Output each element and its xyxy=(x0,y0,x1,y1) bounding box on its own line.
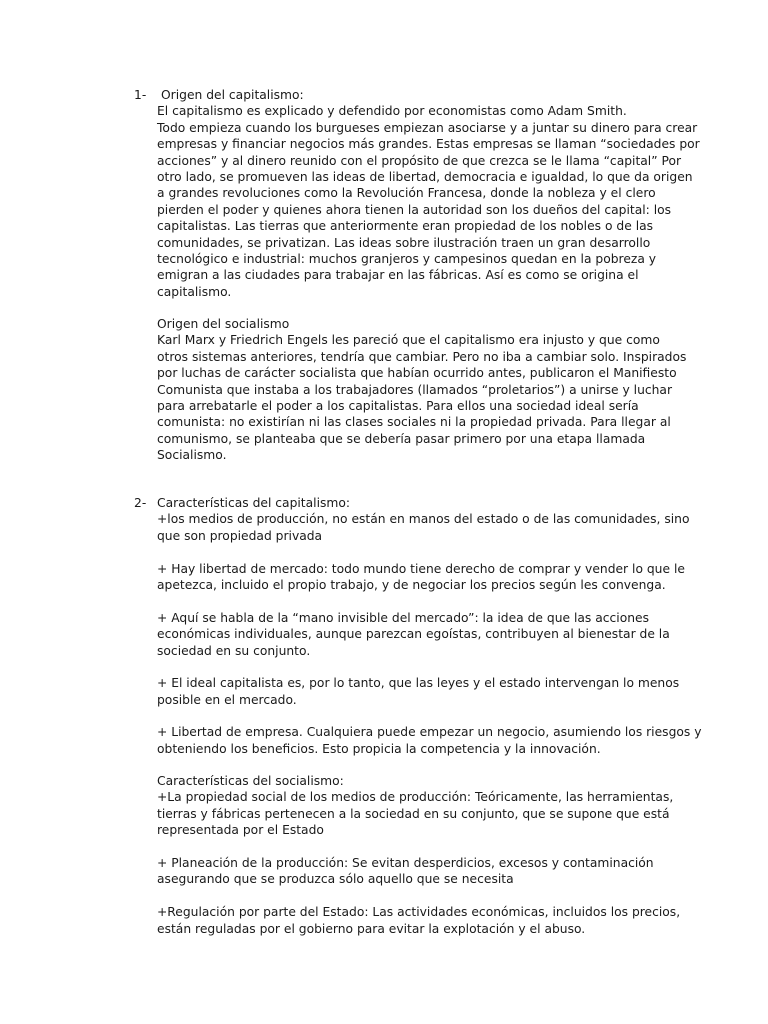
paragraph-line xyxy=(157,659,662,675)
section-heading: Origen del socialismo xyxy=(157,317,290,331)
paragraph-line: + Aquí se habla de la “mano invisible del mercado”: la idea de que las acciones xyxy=(157,610,649,625)
paragraph-line: El capitalismo es explicado y defendido por economistas como Adam Smith. xyxy=(157,104,627,119)
paragraph-line: acciones” y al dinero reunido con el propósito de que crezca se le llama “capital” Por xyxy=(157,153,682,168)
paragraph-line: Comunista que instaba a los trabajadores (llamados “proletarios”) a unirse y luchar xyxy=(157,382,673,397)
paragraph-line: comunismo, se planteaba que se debería pasar primero por una etapa llamada xyxy=(157,431,646,446)
paragraph-line: Todo empieza cuando los burgueses empiezan asociarse y a juntar su dinero para crear xyxy=(157,120,698,135)
section-heading: Características del capitalismo: xyxy=(157,496,351,510)
paragraph-line: pierden el poder y quienes ahora tienen la autoridad son los dueños del capital: los xyxy=(157,202,672,217)
section-number: 1- xyxy=(134,88,147,102)
paragraph-line: +los medios de producción, no están en manos del estado o de las comunidades, sino xyxy=(157,512,690,527)
paragraph-line xyxy=(157,839,662,855)
paragraph-line: + El ideal capitalista es, por lo tanto, que las leyes y el estado intervengan lo menos xyxy=(157,676,680,691)
paragraph-line: + Hay libertad de mercado: todo mundo tiene derecho de comprar y vender lo que le xyxy=(157,561,685,576)
paragraph-line xyxy=(157,544,662,560)
paragraph-line: asegurando que se produzca sólo aquello que se necesita xyxy=(157,872,514,887)
paragraph-line: representada por el Estado xyxy=(157,823,324,838)
paragraph-line: otros sistemas anteriores, tendría que cambiar. Pero no iba a cambiar solo. Inspirados xyxy=(157,349,687,364)
paragraph-line: obteniendo los beneficios. Esto propicia la competencia y la innovación. xyxy=(157,741,601,756)
paragraph-line: tierras y fábricas pertenecen a la sociedad en su conjunto, que se supone que está xyxy=(157,806,670,821)
paragraph-line xyxy=(157,708,662,724)
paragraph-line: apetezca, incluido el propio trabajo, y de negociar los precios según les convenga. xyxy=(157,577,666,592)
paragraph-line: capitalistas. Las tierras que anteriormente eran propiedad de los nobles o de las xyxy=(157,219,654,234)
section-number: 2- xyxy=(134,496,147,510)
paragraph-line: están reguladas por el gobierno para evitar la explotación y el abuso. xyxy=(157,921,586,936)
paragraph-line: emigran a las ciudades para trabajar en las fábricas. Así es como se origina el xyxy=(157,268,639,283)
section-body xyxy=(157,316,687,464)
section-body xyxy=(157,773,681,937)
section-body xyxy=(157,87,700,300)
section-heading: Características del socialismo: xyxy=(157,774,344,788)
paragraph-line: económicas individuales, aunque parezcan egoístas, contribuyen al bienestar de la xyxy=(157,627,670,642)
paragraph-line xyxy=(157,888,662,904)
paragraph-line: comunidades, se privatizan. Las ideas sobre ilustración traen un gran desarrollo xyxy=(157,235,651,250)
paragraph-line: a grandes revoluciones como la Revolución Francesa, donde la nobleza y el clero xyxy=(157,186,656,201)
paragraph-line: sociedad en su conjunto. xyxy=(157,643,311,658)
paragraph-line: comunista: no existirían ni las clases sociales ni la propiedad privada. Para llegar al xyxy=(157,415,671,430)
paragraph-line: otro lado, se promueven las ideas de libertad, democracia e igualdad, lo que da origen xyxy=(157,169,693,184)
paragraph-line: para arrebatarle el poder a los capitalistas. Para ellos una sociedad ideal sería xyxy=(157,398,639,413)
paragraph-line: +Regulación por parte del Estado: Las actividades económicas, incluidos los precios, xyxy=(157,905,681,920)
paragraph-line: capitalismo. xyxy=(157,284,232,299)
paragraph-line xyxy=(157,593,662,609)
paragraph-line: posible en el mercado. xyxy=(157,692,297,707)
paragraph-line: por luchas de carácter socialista que habían ocurrido antes, publicaron el Manifiesto xyxy=(157,366,677,381)
paragraph-line: Karl Marx y Friedrich Engels les pareció que el capitalismo era injusto y que como xyxy=(157,333,660,348)
paragraph-line: tecnológico e industrial: muchos granjeros y campesinos quedan en la pobreza y xyxy=(157,251,657,266)
paragraph-line: + Planeación de la producción: Se evitan desperdicios, excesos y contaminación xyxy=(157,855,654,870)
paragraph-line: + Libertad de empresa. Cualquiera puede empezar un negocio, asumiendo los riesgos y xyxy=(157,725,702,740)
section-heading: Origen del capitalismo: xyxy=(161,88,304,102)
paragraph-line: empresas y financiar negocios más grandes. Estas empresas se llaman “sociedades por xyxy=(157,137,700,152)
paragraph-line: que son propiedad privada xyxy=(157,528,323,543)
section-body xyxy=(157,495,702,757)
paragraph-line: +La propiedad social de los medios de producción: Teóricamente, las herramientas, xyxy=(157,790,674,805)
paragraph-line: Socialismo. xyxy=(157,448,227,463)
